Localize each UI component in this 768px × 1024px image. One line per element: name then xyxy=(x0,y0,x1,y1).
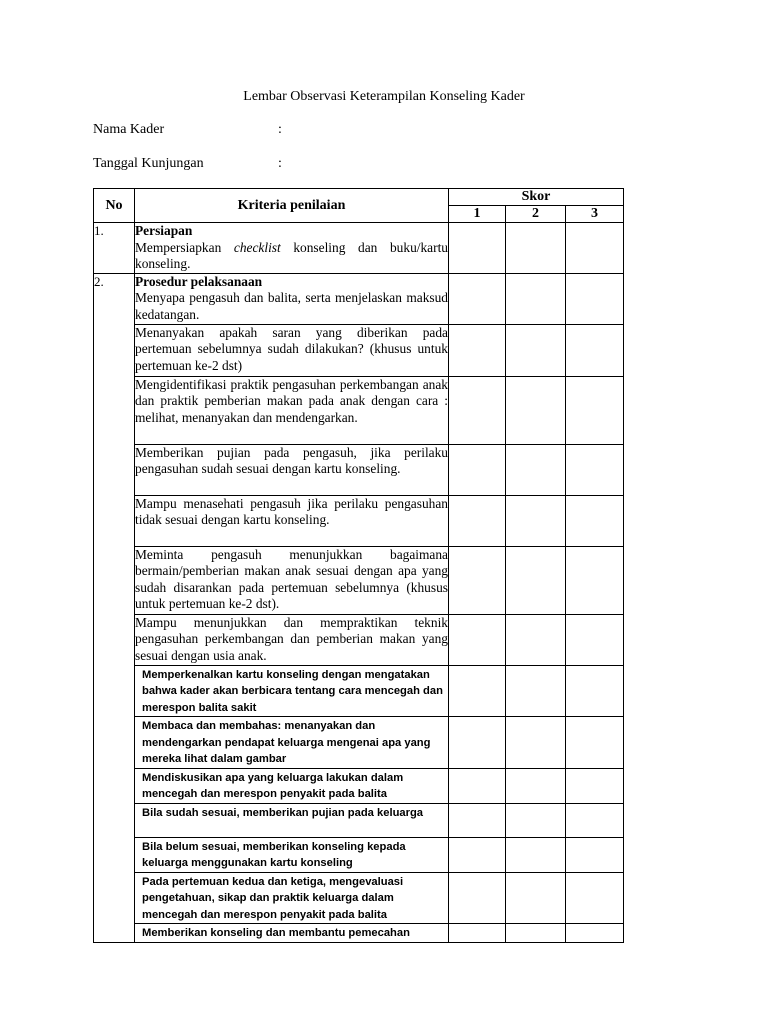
header-criteria: Kriteria penilaian xyxy=(135,189,449,223)
criteria-cell: Mampu menunjukkan dan mempraktikan teknik pengasuhan perkembangan dan pemberian makan yang sesuai dengan usia anak. xyxy=(135,614,449,665)
score-cell-3[interactable] xyxy=(566,273,624,324)
score-cell-2[interactable] xyxy=(506,546,566,614)
score-cell-2[interactable] xyxy=(506,717,566,769)
table-row xyxy=(94,444,624,495)
criteria-cell xyxy=(135,273,449,324)
table-row xyxy=(94,924,624,943)
row-number: 2. xyxy=(94,273,135,942)
score-cell-1[interactable] xyxy=(449,924,506,943)
header-score-2: 2 xyxy=(506,206,566,223)
score-cell-1[interactable] xyxy=(449,324,506,376)
score-cell-2[interactable] xyxy=(506,495,566,546)
section-title: Persiapan xyxy=(135,223,193,238)
score-cell-1[interactable] xyxy=(449,717,506,769)
page-title: Lembar Observasi Keterampilan Konseling Kader xyxy=(243,89,525,104)
score-cell-1[interactable] xyxy=(449,495,506,546)
score-cell-1[interactable] xyxy=(449,376,506,444)
score-cell-3[interactable] xyxy=(566,546,624,614)
criteria-text-italic: checklist xyxy=(233,239,281,255)
score-cell-1[interactable] xyxy=(449,444,506,495)
score-cell-3[interactable] xyxy=(566,924,624,943)
score-cell-1[interactable] xyxy=(449,546,506,614)
header-score-3: 3 xyxy=(566,206,624,223)
score-cell-3[interactable] xyxy=(566,872,624,924)
section-title: Prosedur pelaksanaan xyxy=(135,273,263,289)
field-label-tanggal-kunjungan: Tanggal Kunjungan xyxy=(93,156,204,171)
criteria-cell: Pada pertemuan kedua dan ketiga, mengevaluasi pengetahuan, sikap dan praktik keluarga dalam mencegah dan merespon penyakit pada balita xyxy=(135,872,449,924)
score-cell-1[interactable] xyxy=(449,665,506,717)
criteria-text: Menyapa pengasuh dan balita, serta menjelaskan maksud kedatangan. xyxy=(135,290,448,322)
criteria-cell: Menanyakan apakah saran yang diberikan pada pertemuan sebelumnya sudah dilakukan? (khusus untuk pertemuan ke-2 dst) xyxy=(135,324,449,376)
score-cell-2[interactable] xyxy=(506,924,566,943)
criteria-cell: Mampu menasehati pengasuh jika perilaku pengasuhan tidak sesuai dengan kartu konseling. xyxy=(135,495,449,546)
score-cell-1[interactable] xyxy=(449,614,506,665)
criteria-cell: Mengidentifikasi praktik pengasuhan perkembangan anak dan praktik pemberian makan pada anak dengan cara : melihat, menanyakan dan mendengarkan. xyxy=(135,376,449,444)
row-number: 1. xyxy=(94,223,135,274)
score-cell-2[interactable] xyxy=(506,803,566,837)
table-row xyxy=(94,717,624,769)
score-cell-1[interactable] xyxy=(449,872,506,924)
score-cell-3[interactable] xyxy=(566,324,624,376)
score-cell-1[interactable] xyxy=(449,768,506,803)
field-colon-nama-kader: : xyxy=(278,122,282,137)
criteria-cell: Meminta pengasuh menunjukkan bagaimana bermain/pemberian makan anak sesuai dengan apa yang sudah disarankan pada pertemuan sebelumnya (khusus untuk pertemuan ke-2 dst). xyxy=(135,546,449,614)
score-cell-3[interactable] xyxy=(566,223,624,274)
score-cell-2[interactable] xyxy=(506,324,566,376)
score-cell-1[interactable] xyxy=(449,223,506,274)
score-cell-1[interactable] xyxy=(449,803,506,837)
field-colon-tanggal-kunjungan: : xyxy=(278,156,282,171)
criteria-text-pre: Mempersiapkan xyxy=(135,239,234,255)
table-row xyxy=(94,376,624,444)
score-cell-3[interactable] xyxy=(566,768,624,803)
score-cell-3[interactable] xyxy=(566,803,624,837)
table-row xyxy=(94,273,624,324)
score-cell-2[interactable] xyxy=(506,837,566,872)
table-row xyxy=(94,665,624,717)
criteria-cell: Bila sudah sesuai, memberikan pujian pada keluarga xyxy=(135,803,449,837)
score-cell-3[interactable] xyxy=(566,614,624,665)
score-cell-2[interactable] xyxy=(506,768,566,803)
table-row xyxy=(94,872,624,924)
observation-table xyxy=(93,188,624,943)
criteria-cell: Memberikan pujian pada pengasuh, jika perilaku pengasuhan sudah sesuai dengan kartu konseling. xyxy=(135,444,449,495)
score-cell-2[interactable] xyxy=(506,223,566,274)
field-label-nama-kader: Nama Kader xyxy=(93,122,165,137)
table-row xyxy=(94,837,624,872)
table-row xyxy=(94,223,624,274)
table-row xyxy=(94,495,624,546)
criteria-cell: Mendiskusikan apa yang keluarga lakukan dalam mencegah dan merespon penyakit pada balita xyxy=(135,768,449,803)
score-cell-3[interactable] xyxy=(566,837,624,872)
table-row xyxy=(94,614,624,665)
score-cell-1[interactable] xyxy=(449,837,506,872)
score-cell-1[interactable] xyxy=(449,273,506,324)
score-cell-2[interactable] xyxy=(506,444,566,495)
criteria-cell: Bila belum sesuai, memberikan konseling kepada keluarga menggunakan kartu konseling xyxy=(135,837,449,872)
score-cell-3[interactable] xyxy=(566,444,624,495)
criteria-cell xyxy=(135,223,449,274)
score-cell-2[interactable] xyxy=(506,614,566,665)
score-cell-3[interactable] xyxy=(566,495,624,546)
score-cell-2[interactable] xyxy=(506,376,566,444)
criteria-cell: Memberikan konseling dan membantu pemecahan xyxy=(135,924,449,943)
score-cell-3[interactable] xyxy=(566,717,624,769)
criteria-cell: Memperkenalkan kartu konseling dengan mengatakan bahwa kader akan berbicara tentang cara mencegah dan merespon balita sakit xyxy=(135,665,449,717)
criteria-text-post: konseling dan buku/kartu konseling. xyxy=(135,239,448,271)
score-cell-2[interactable] xyxy=(506,872,566,924)
header-no: No xyxy=(94,189,135,223)
score-cell-2[interactable] xyxy=(506,273,566,324)
score-cell-3[interactable] xyxy=(566,376,624,444)
table-row xyxy=(94,803,624,837)
header-score-1: 1 xyxy=(449,206,506,223)
table-row xyxy=(94,546,624,614)
criteria-cell: Membaca dan membahas: menanyakan dan mendengarkan pendapat keluarga mengenai apa yang mereka lihat dalam gambar xyxy=(135,717,449,769)
score-cell-2[interactable] xyxy=(506,665,566,717)
score-cell-3[interactable] xyxy=(566,665,624,717)
header-score: Skor xyxy=(449,189,624,206)
table-row xyxy=(94,768,624,803)
table-row xyxy=(94,324,624,376)
